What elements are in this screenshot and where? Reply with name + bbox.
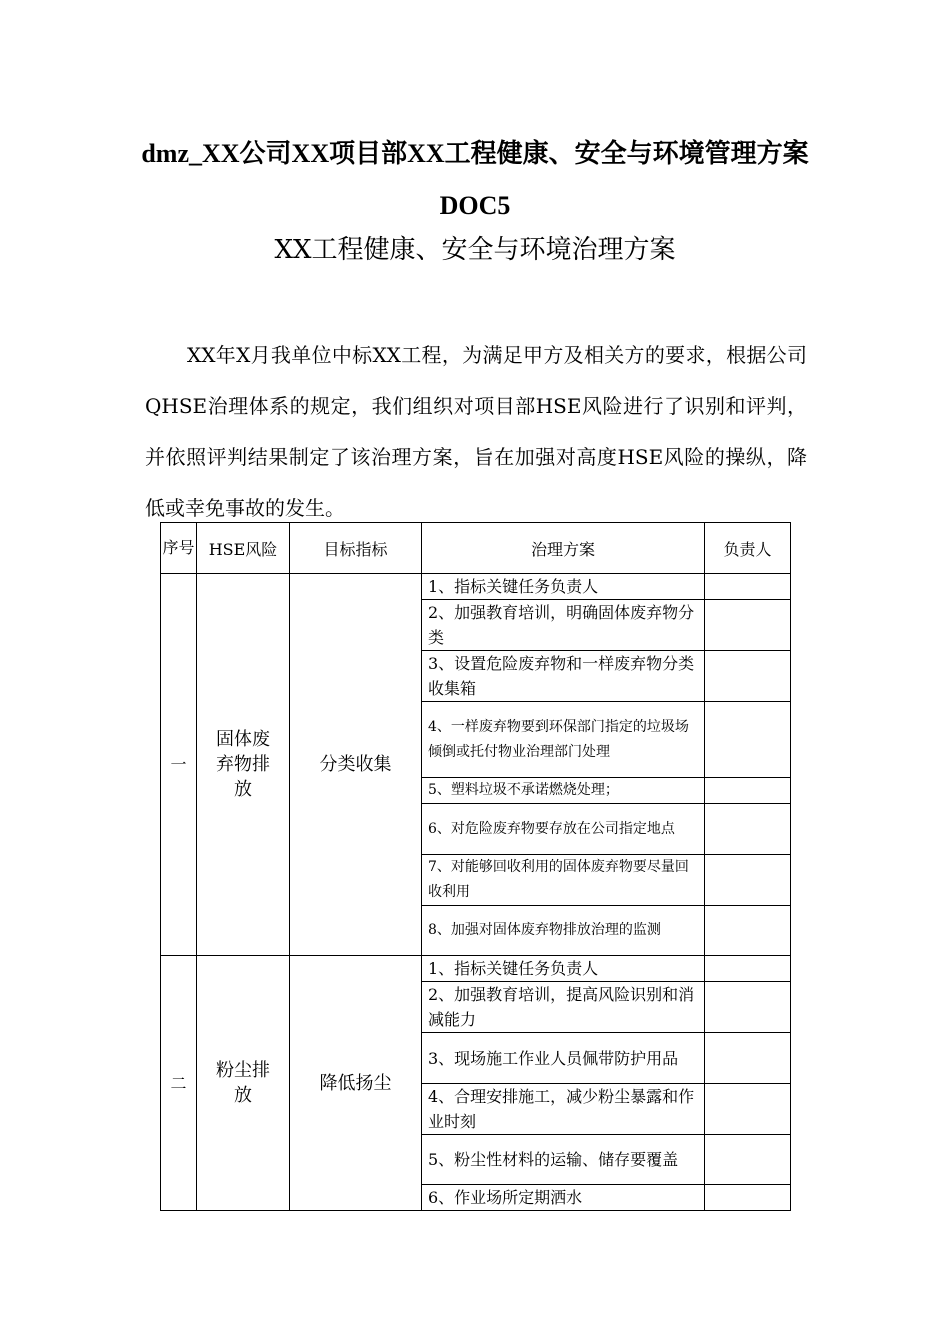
header-risk: HSE风险 xyxy=(197,523,290,574)
owner-cell xyxy=(705,651,791,702)
owner-cell xyxy=(705,1135,791,1185)
header-target: 目标指标 xyxy=(290,523,422,574)
group-risk: 固体废弃物排放 xyxy=(197,574,290,956)
intro-paragraph: XX年X月我单位中标XX工程，为满足甲方及相关方的要求，根据公司QHSE治理体系的规定，我们组织对项目部HSE风险进行了识别和评判，并依照评判结果制定了该治理方案，旨在加强对高度HSE风险的操纵，降低或幸免事故的发生。 xyxy=(145,343,807,520)
owner-cell xyxy=(705,855,791,906)
plan-item: 1、指标关键任务负责人 xyxy=(422,574,705,600)
owner-cell xyxy=(705,1033,791,1084)
owner-cell xyxy=(705,906,791,956)
document-title: dmz_XX公司XX项目部XX工程健康、安全与环境管理方案DOC5 xyxy=(141,139,809,220)
header-owner: 负责人 xyxy=(705,523,791,574)
plan-item: 5、粉尘性材料的运输、储存要覆盖 xyxy=(422,1135,705,1185)
plan-item: 5、塑料垃圾不承诺燃烧处理； xyxy=(422,778,705,804)
owner-cell xyxy=(705,956,791,982)
owner-cell xyxy=(705,702,791,778)
owner-cell xyxy=(705,574,791,600)
document-subtitle: XX工程健康、安全与环境治理方案 xyxy=(274,235,676,265)
owner-cell xyxy=(705,600,791,651)
table-header-row xyxy=(161,523,791,574)
plan-item: 6、对危险废弃物要存放在公司指定地点 xyxy=(422,804,705,855)
plan-item: 1、指标关键任务负责人 xyxy=(422,956,705,982)
plan-item: 3、设置危险废弃物和一样废弃物分类收集箱 xyxy=(422,651,705,702)
header-seq: 序号 xyxy=(161,523,197,574)
owner-cell xyxy=(705,982,791,1033)
owner-cell xyxy=(705,1185,791,1211)
owner-cell xyxy=(705,1084,791,1135)
plan-item: 7、对能够回收利用的固体废弃物要尽量回收利用 xyxy=(422,855,705,906)
owner-cell xyxy=(705,778,791,804)
plan-item: 8、加强对固体废弃物排放治理的监测 xyxy=(422,906,705,956)
plan-item: 2、加强教育培训，明确固体废弃物分类 xyxy=(422,600,705,651)
table-row xyxy=(161,956,791,982)
plan-item: 4、一样废弃物要到环保部门指定的垃圾场倾倒或托付物业治理部门处理 xyxy=(422,702,705,778)
owner-cell xyxy=(705,804,791,855)
table-row xyxy=(161,574,791,600)
group-target: 降低扬尘 xyxy=(290,956,422,1211)
group-target: 分类收集 xyxy=(290,574,422,956)
group-seq: 一 xyxy=(161,574,197,956)
group-seq: 二 xyxy=(161,956,197,1211)
plan-item: 4、合理安排施工，减少粉尘暴露和作业时刻 xyxy=(422,1084,705,1135)
header-plan: 治理方案 xyxy=(422,523,705,574)
group-risk: 粉尘排放 xyxy=(197,956,290,1211)
hse-plan-table xyxy=(160,522,791,1211)
plan-item: 6、作业场所定期洒水 xyxy=(422,1185,705,1211)
plan-item: 3、现场施工作业人员佩带防护用品 xyxy=(422,1033,705,1084)
plan-item: 2、加强教育培训，提高风险识别和消减能力 xyxy=(422,982,705,1033)
